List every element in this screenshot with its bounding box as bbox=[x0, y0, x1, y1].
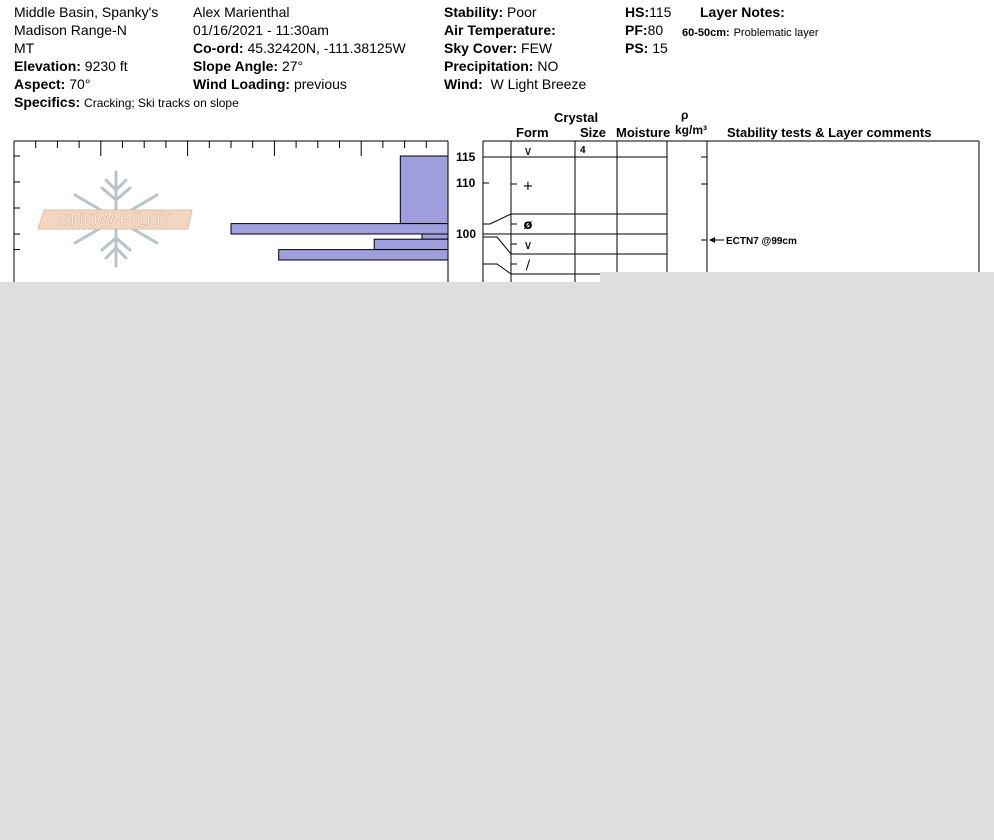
aspect-label: Aspect: bbox=[14, 76, 66, 92]
coord-value: 45.32420N, -111.38125W bbox=[247, 40, 406, 56]
hardness-bar bbox=[279, 250, 448, 260]
ps-value: 15 bbox=[652, 40, 668, 56]
sky-label: Sky Cover: bbox=[444, 40, 518, 56]
coord-label: Co-ord: bbox=[193, 40, 244, 56]
height-ticks-left bbox=[14, 156, 20, 250]
size-header: Size bbox=[580, 125, 607, 140]
height-label: 110 bbox=[456, 176, 476, 190]
height-label: 100 bbox=[456, 227, 477, 241]
wind-label: Wind: bbox=[444, 76, 483, 92]
stability-value: Poor bbox=[507, 4, 537, 20]
form-symbol: ∨ bbox=[523, 144, 533, 158]
state: MT bbox=[14, 40, 35, 56]
layer-connector bbox=[483, 237, 511, 254]
form-symbol: + bbox=[522, 179, 534, 194]
sky-value: FEW bbox=[521, 40, 553, 56]
hs-value: 115 bbox=[649, 4, 672, 20]
wind-value: W Light Breeze bbox=[490, 76, 587, 92]
precip-value: NO bbox=[537, 58, 559, 74]
wind-loading-label: Wind Loading: bbox=[193, 76, 291, 92]
height-labels bbox=[456, 150, 489, 241]
density-unit-header: kg/m³ bbox=[675, 123, 708, 137]
elevation-label: Elevation: bbox=[14, 58, 81, 74]
hardness-ticks bbox=[14, 141, 448, 156]
aspect-value: 70° bbox=[69, 76, 91, 92]
location-name: Middle Basin, Spanky's bbox=[14, 4, 159, 20]
layer-connector bbox=[483, 264, 511, 274]
stability-test-result: ECTN7 @99cm bbox=[726, 236, 797, 247]
unrendered-area bbox=[0, 282, 994, 840]
precip-label: Precipitation: bbox=[444, 58, 534, 74]
layer-note-range: 60-50cm: bbox=[682, 27, 730, 39]
arrow-left-icon bbox=[709, 237, 715, 243]
mountain-range: Madison Range-N bbox=[14, 22, 127, 38]
slope-label: Slope Angle: bbox=[193, 58, 279, 74]
hardness-bars bbox=[231, 156, 448, 260]
stability-label: Stability: bbox=[444, 4, 504, 20]
observer-name: Alex Marienthal bbox=[193, 4, 290, 20]
height-label: 115 bbox=[456, 150, 476, 164]
form-symbol: ∕ bbox=[525, 258, 531, 273]
comments-header: Stability tests & Layer comments bbox=[727, 125, 932, 140]
grain-size: 4 bbox=[580, 145, 586, 156]
hs-label: HS: bbox=[625, 4, 650, 20]
crystal-header: Crystal bbox=[554, 110, 599, 125]
layer-table bbox=[483, 141, 979, 284]
hardness-bar bbox=[374, 239, 448, 249]
observation-datetime: 01/16/2021 - 11:30am bbox=[193, 22, 329, 38]
hardness-bar bbox=[400, 156, 448, 224]
layer-note-text: Problematic layer bbox=[733, 27, 819, 39]
hardness-bar bbox=[422, 234, 448, 239]
slope-value: 27° bbox=[281, 58, 304, 74]
specifics-value: Cracking; Ski tracks on slope bbox=[84, 96, 239, 110]
specifics-label: Specifics: bbox=[14, 94, 81, 110]
layer-connector bbox=[483, 214, 511, 224]
layer-notes-label: Layer Notes: bbox=[700, 4, 785, 20]
wind-loading-value: previous bbox=[293, 76, 347, 92]
logo-text: SNOW PILOT bbox=[58, 210, 172, 230]
form-symbol: ø bbox=[523, 218, 533, 233]
air-temperature-label: Air Temperature: bbox=[444, 22, 556, 38]
pf-value: 80 bbox=[647, 22, 664, 38]
ps-label: PS: bbox=[625, 40, 649, 56]
elevation-value: 9230 ft bbox=[84, 58, 128, 74]
form-header: Form bbox=[516, 125, 549, 140]
pf-label: PF: bbox=[625, 22, 648, 38]
rho-header: ρ bbox=[681, 108, 689, 122]
moisture-header: Moisture bbox=[616, 125, 671, 140]
snowpilot-logo bbox=[38, 172, 192, 266]
hardness-bar bbox=[231, 224, 448, 234]
form-symbol: ∨ bbox=[523, 238, 533, 252]
